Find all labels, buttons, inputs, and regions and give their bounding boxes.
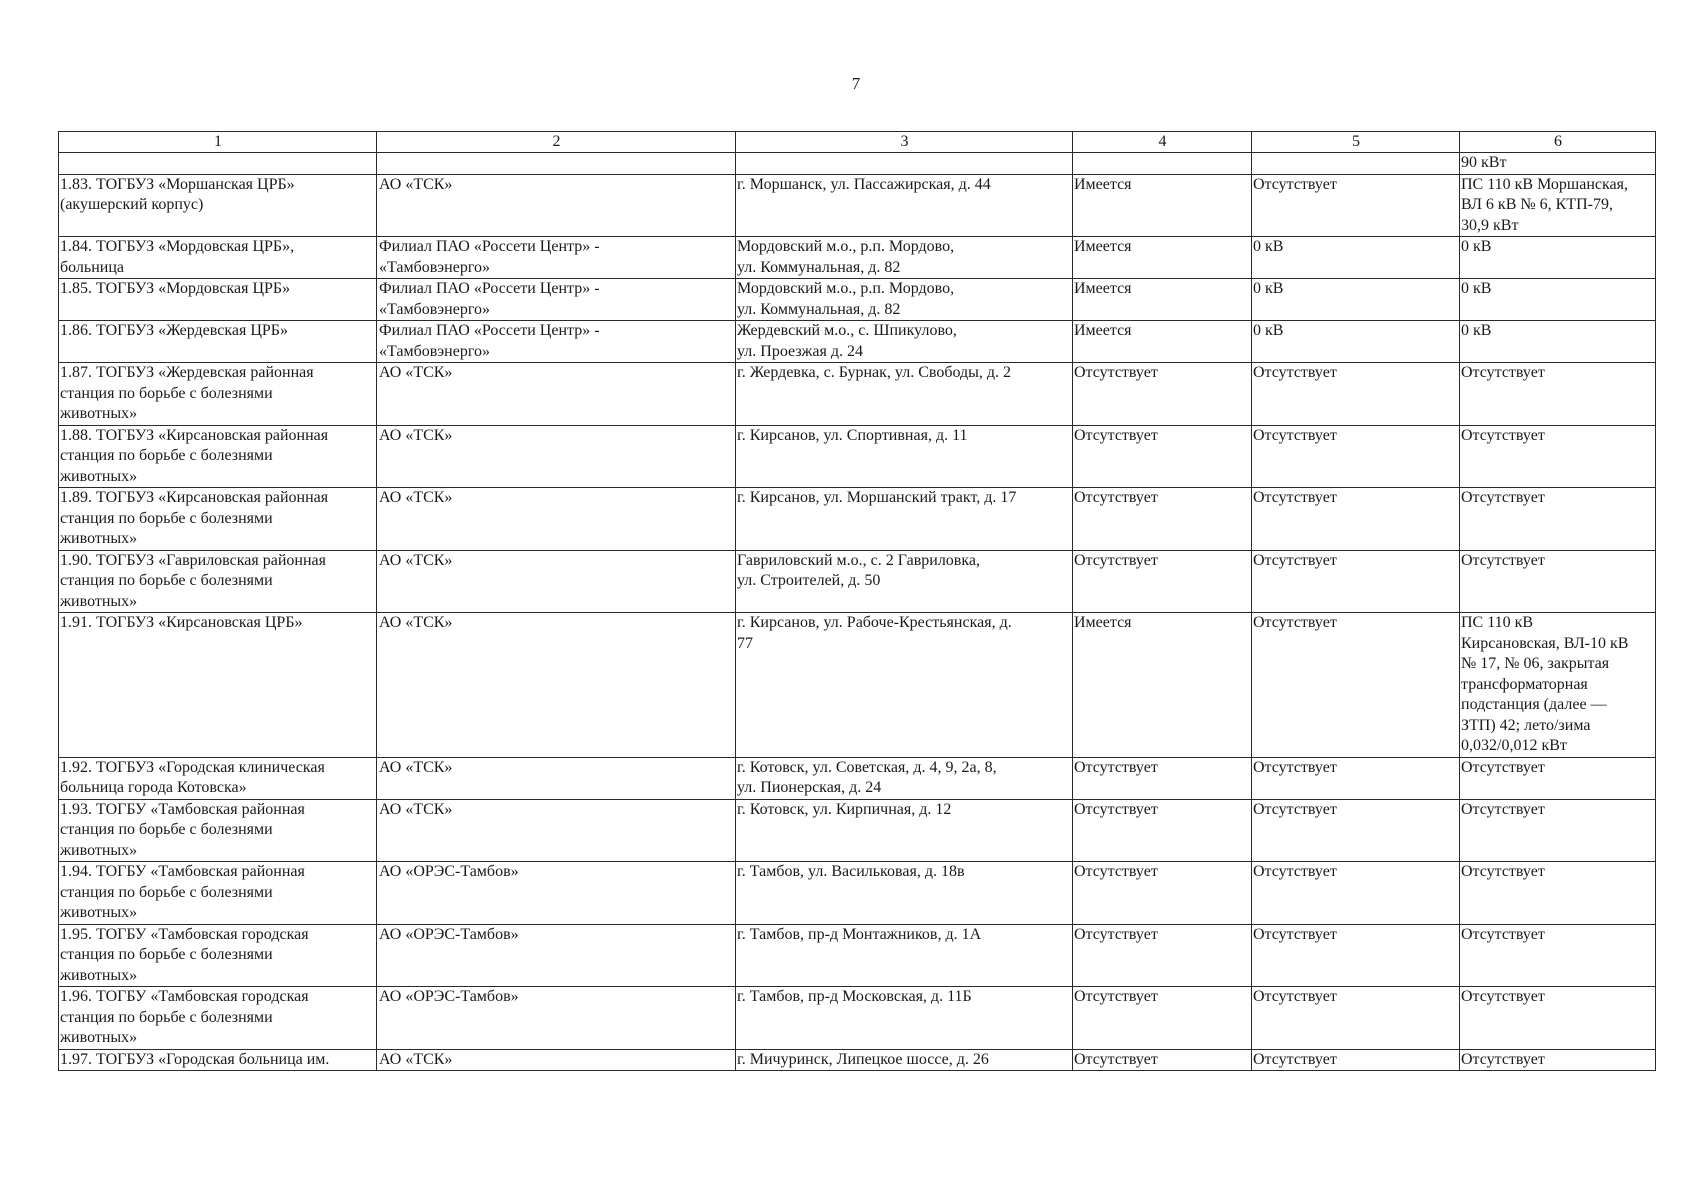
cell-text: Отсутствует bbox=[1253, 800, 1337, 818]
cell-text: Отсутствует bbox=[1074, 551, 1158, 569]
cell-text: 1.95. ТОГБУ «Тамбовская городская станция по борьбе с болезнями животных» bbox=[60, 925, 309, 984]
table-row bbox=[59, 488, 1656, 551]
col6-cell bbox=[1460, 174, 1656, 237]
table-row bbox=[59, 321, 1656, 363]
address-cell bbox=[736, 757, 1073, 799]
cell-text: Отсутствует bbox=[1253, 1050, 1337, 1068]
cell-text: Мордовский м.о., р.п. Мордово, ул. Коммунальная, д. 82 bbox=[737, 280, 955, 318]
col6-cell bbox=[1460, 488, 1656, 551]
cell-text: 0 кВ bbox=[1461, 322, 1492, 339]
address-cell bbox=[736, 321, 1073, 363]
cell-text: г. Кирсанов, ул. Рабоче-Крестьянская, д. 77 bbox=[737, 614, 1012, 652]
address-cell bbox=[736, 174, 1073, 237]
col5-cell bbox=[1252, 613, 1460, 758]
col5-cell bbox=[1252, 924, 1460, 987]
cell-text: 1.94. ТОГБУ «Тамбовская районная станция по борьбе с болезнями животных» bbox=[60, 863, 305, 921]
cell-text: Отсутствует bbox=[1461, 551, 1545, 569]
table-row bbox=[59, 550, 1656, 613]
institution-cell bbox=[59, 321, 377, 363]
institution-cell bbox=[59, 1049, 377, 1071]
header-row bbox=[59, 132, 1656, 153]
col6-cell bbox=[1460, 237, 1656, 279]
grid-company-cell bbox=[377, 363, 736, 426]
cell-text: Отсутствует bbox=[1461, 863, 1545, 880]
cell-text: Отсутствует bbox=[1461, 758, 1545, 776]
table-row bbox=[59, 363, 1656, 426]
institution-cell bbox=[59, 279, 377, 321]
cell-text: г. Жердевка, с. Бурнак, ул. Свободы, д. 2 bbox=[737, 364, 1012, 381]
cell-text: г. Котовск, ул. Кирпичная, д. 12 bbox=[737, 800, 952, 818]
col6-cell bbox=[1460, 1049, 1656, 1071]
cell-text: 0 кВ bbox=[1461, 280, 1492, 297]
col4-cell bbox=[1073, 799, 1252, 862]
table-body bbox=[59, 153, 1656, 1071]
col4-cell bbox=[1073, 488, 1252, 551]
column-header: 5 bbox=[1252, 132, 1460, 153]
table-row bbox=[59, 237, 1656, 279]
grid-company-cell bbox=[377, 237, 736, 279]
cell-text: 1.85. ТОГБУЗ «Мордовская ЦРБ» bbox=[60, 280, 291, 297]
grid-company-cell bbox=[377, 799, 736, 862]
institution-cell bbox=[59, 862, 377, 925]
cell-text: 1.87. ТОГБУЗ «Жердевская районная станция по борьбе с болезнями животных» bbox=[60, 364, 314, 422]
address-cell bbox=[736, 1049, 1073, 1071]
cell-text: г. Кирсанов, ул. Моршанский тракт, д. 17 bbox=[737, 489, 1017, 506]
col6-cell bbox=[1460, 550, 1656, 613]
institution-cell bbox=[59, 153, 377, 175]
cell-text: Отсутствует bbox=[1253, 863, 1337, 880]
cell-text: Отсутствует bbox=[1461, 426, 1545, 444]
grid-company-cell bbox=[377, 613, 736, 758]
cell-text: АО «ТСК» bbox=[379, 1050, 453, 1068]
cell-text: АО «ОРЭС-Тамбов» bbox=[379, 925, 519, 943]
cell-text: Отсутствует bbox=[1461, 925, 1545, 943]
cell-text: ПС 110 кВ Моршанская, ВЛ 6 кВ № 6, КТП-79, 30,9 кВт bbox=[1461, 175, 1628, 234]
col5-cell bbox=[1252, 757, 1460, 799]
address-cell bbox=[736, 862, 1073, 925]
cell-text: Отсутствует bbox=[1461, 800, 1545, 818]
cell-text: 1.88. ТОГБУЗ «Кирсановская районная станция по борьбе с болезнями животных» bbox=[60, 426, 329, 485]
cell-text: г. Тамбов, пр-д Монтажников, д. 1А bbox=[737, 925, 982, 943]
grid-company-cell bbox=[377, 174, 736, 237]
cell-text: г. Котовск, ул. Советская, д. 4, 9, 2а, 8, ул. Пионерская, д. 24 bbox=[737, 758, 997, 796]
grid-company-cell bbox=[377, 321, 736, 363]
address-cell bbox=[736, 425, 1073, 488]
institution-cell bbox=[59, 550, 377, 613]
cell-text: 0 кВ bbox=[1253, 280, 1284, 297]
col6-cell bbox=[1460, 613, 1656, 758]
col4-cell bbox=[1073, 987, 1252, 1050]
cell-text: Отсутствует bbox=[1074, 364, 1158, 381]
col6-cell bbox=[1460, 153, 1656, 175]
grid-company-cell bbox=[377, 862, 736, 925]
col4-cell bbox=[1073, 613, 1252, 758]
cell-text: 1.97. ТОГБУЗ «Городская больница им. bbox=[60, 1050, 330, 1068]
cell-text: 0 кВ bbox=[1253, 238, 1284, 255]
cell-text: 1.92. ТОГБУЗ «Городская клиническая больница города Котовска» bbox=[60, 758, 325, 796]
address-cell bbox=[736, 237, 1073, 279]
col4-cell bbox=[1073, 425, 1252, 488]
table-row bbox=[59, 613, 1656, 758]
cell-text: Филиал ПАО «Россети Центр» - «Тамбовэнерго» bbox=[379, 322, 600, 360]
cell-text: 1.84. ТОГБУЗ «Мордовская ЦРБ», больница bbox=[60, 238, 295, 276]
cell-text: АО «ТСК» bbox=[379, 175, 453, 193]
cell-text: Отсутствует bbox=[1074, 800, 1158, 818]
col6-cell bbox=[1460, 363, 1656, 426]
grid-company-cell bbox=[377, 1049, 736, 1071]
cell-text: 0 кВ bbox=[1253, 322, 1284, 339]
table-row bbox=[59, 757, 1656, 799]
address-cell bbox=[736, 153, 1073, 175]
table-row bbox=[59, 987, 1656, 1050]
table-row bbox=[59, 279, 1656, 321]
institution-cell bbox=[59, 488, 377, 551]
cell-text: Филиал ПАО «Россети Центр» - «Тамбовэнерго» bbox=[379, 280, 600, 318]
cell-text: Отсутствует bbox=[1253, 925, 1337, 943]
cell-text: Отсутствует bbox=[1074, 758, 1158, 776]
col6-cell bbox=[1460, 425, 1656, 488]
cell-text: Отсутствует bbox=[1074, 489, 1158, 506]
cell-text: ПС 110 кВ Кирсановская, ВЛ-10 кВ № 17, № 06, закрытая трансформаторная подстанция (далее — ЗТП) 42; лето/зима 0,032/0,012 кВт bbox=[1461, 614, 1629, 754]
cell-text: Отсутствует bbox=[1461, 988, 1545, 1005]
cell-text: 0 кВ bbox=[1461, 238, 1492, 255]
address-cell bbox=[736, 363, 1073, 426]
cell-text: Отсутствует bbox=[1461, 489, 1545, 506]
institution-cell bbox=[59, 613, 377, 758]
col4-cell bbox=[1073, 757, 1252, 799]
cell-text: Жердевский м.о., с. Шпикулово, ул. Проезжая д. 24 bbox=[737, 322, 957, 360]
cell-text: Имеется bbox=[1074, 175, 1132, 193]
cell-text: 1.93. ТОГБУ «Тамбовская районная станция по борьбе с болезнями животных» bbox=[60, 800, 305, 859]
cell-text: 1.83. ТОГБУЗ «Моршанская ЦРБ» (акушерский корпус) bbox=[60, 175, 295, 213]
cell-text: Мордовский м.о., р.п. Мордово, ул. Коммунальная, д. 82 bbox=[737, 238, 955, 276]
table-row bbox=[59, 924, 1656, 987]
institution-cell bbox=[59, 425, 377, 488]
col5-cell bbox=[1252, 321, 1460, 363]
cell-text: АО «ТСК» bbox=[379, 489, 453, 506]
col6-cell bbox=[1460, 924, 1656, 987]
col4-cell bbox=[1073, 237, 1252, 279]
cell-text: 1.96. ТОГБУ «Тамбовская городская станция по борьбе с болезнями животных» bbox=[60, 988, 309, 1046]
cell-text: 1.89. ТОГБУЗ «Кирсановская районная станция по борьбе с болезнями животных» bbox=[60, 489, 329, 547]
cell-text: Отсутствует bbox=[1253, 426, 1337, 444]
cell-text: 90 кВт bbox=[1461, 154, 1507, 171]
cell-text: Отсутствует bbox=[1074, 988, 1158, 1005]
column-header: 2 bbox=[377, 132, 736, 153]
col4-cell bbox=[1073, 1049, 1252, 1071]
col4-cell bbox=[1073, 174, 1252, 237]
cell-text: АО «ТСК» bbox=[379, 364, 453, 381]
address-cell bbox=[736, 550, 1073, 613]
institution-cell bbox=[59, 757, 377, 799]
grid-company-cell bbox=[377, 987, 736, 1050]
col4-cell bbox=[1073, 279, 1252, 321]
col4-cell bbox=[1073, 153, 1252, 175]
col6-cell bbox=[1460, 279, 1656, 321]
col4-cell bbox=[1073, 862, 1252, 925]
table-row bbox=[59, 425, 1656, 488]
cell-text: 1.86. ТОГБУЗ «Жердевская ЦРБ» bbox=[60, 322, 288, 339]
cell-text: Отсутствует bbox=[1253, 614, 1337, 631]
cell-text: г. Мичуринск, Липецкое шоссе, д. 26 bbox=[737, 1050, 989, 1068]
col5-cell bbox=[1252, 237, 1460, 279]
cell-text: Отсутствует bbox=[1461, 364, 1545, 381]
cell-text: Отсутствует bbox=[1074, 1050, 1158, 1068]
cell-text: 1.90. ТОГБУЗ «Гавриловская районная станция по борьбе с болезнями животных» bbox=[60, 551, 326, 610]
column-header: 1 bbox=[59, 132, 377, 153]
cell-text: Отсутствует bbox=[1253, 758, 1337, 776]
col4-cell bbox=[1073, 321, 1252, 363]
col5-cell bbox=[1252, 862, 1460, 925]
cell-text: Отсутствует bbox=[1074, 863, 1158, 880]
cell-text: Отсутствует bbox=[1461, 1050, 1545, 1068]
cell-text: Филиал ПАО «Россети Центр» - «Тамбовэнерго» bbox=[379, 238, 600, 276]
col5-cell bbox=[1252, 425, 1460, 488]
grid-company-cell bbox=[377, 425, 736, 488]
grid-company-cell bbox=[377, 279, 736, 321]
cell-text: г. Тамбов, пр-д Московская, д. 11Б bbox=[737, 988, 972, 1005]
col5-cell bbox=[1252, 1049, 1460, 1071]
cell-text: г. Моршанск, ул. Пассажирская, д. 44 bbox=[737, 175, 991, 193]
column-header: 4 bbox=[1073, 132, 1252, 153]
col6-cell bbox=[1460, 757, 1656, 799]
cell-text: АО «ТСК» bbox=[379, 800, 453, 818]
cell-text: АО «ТСК» bbox=[379, 426, 453, 444]
col5-cell bbox=[1252, 987, 1460, 1050]
data-table bbox=[58, 131, 1656, 1071]
col5-cell bbox=[1252, 279, 1460, 321]
col4-cell bbox=[1073, 550, 1252, 613]
column-header: 6 bbox=[1460, 132, 1656, 153]
institution-cell bbox=[59, 174, 377, 237]
table-row bbox=[59, 862, 1656, 925]
col4-cell bbox=[1073, 924, 1252, 987]
table-row bbox=[59, 153, 1656, 175]
cell-text: Имеется bbox=[1074, 280, 1132, 297]
col6-cell bbox=[1460, 862, 1656, 925]
institution-cell bbox=[59, 237, 377, 279]
cell-text: Отсутствует bbox=[1253, 551, 1337, 569]
cell-text: Имеется bbox=[1074, 614, 1132, 631]
col6-cell bbox=[1460, 321, 1656, 363]
grid-company-cell bbox=[377, 924, 736, 987]
table-row bbox=[59, 1049, 1656, 1071]
col6-cell bbox=[1460, 987, 1656, 1050]
page-number: 7 bbox=[851, 74, 861, 93]
institution-cell bbox=[59, 363, 377, 426]
cell-text: Гавриловский м.о., с. 2 Гавриловка, ул. Строителей, д. 50 bbox=[737, 551, 980, 589]
address-cell bbox=[736, 613, 1073, 758]
col5-cell bbox=[1252, 174, 1460, 237]
address-cell bbox=[736, 279, 1073, 321]
cell-text: АО «ТСК» bbox=[379, 614, 453, 631]
institution-cell bbox=[59, 987, 377, 1050]
address-cell bbox=[736, 799, 1073, 862]
cell-text: 1.91. ТОГБУЗ «Кирсановская ЦРБ» bbox=[60, 614, 303, 631]
cell-text: Отсутствует bbox=[1253, 175, 1337, 193]
col5-cell bbox=[1252, 799, 1460, 862]
grid-company-cell bbox=[377, 153, 736, 175]
grid-company-cell bbox=[377, 757, 736, 799]
col6-cell bbox=[1460, 799, 1656, 862]
address-cell bbox=[736, 987, 1073, 1050]
cell-text: Отсутствует bbox=[1253, 988, 1337, 1005]
column-header: 3 bbox=[736, 132, 1073, 153]
cell-text: АО «ОРЭС-Тамбов» bbox=[379, 863, 519, 880]
grid-company-cell bbox=[377, 488, 736, 551]
address-cell bbox=[736, 488, 1073, 551]
cell-text: АО «ОРЭС-Тамбов» bbox=[379, 988, 519, 1005]
institution-cell bbox=[59, 799, 377, 862]
table-row bbox=[59, 174, 1656, 237]
col5-cell bbox=[1252, 550, 1460, 613]
cell-text: Имеется bbox=[1074, 322, 1132, 339]
cell-text: г. Тамбов, ул. Васильковая, д. 18в bbox=[737, 863, 965, 880]
cell-text: г. Кирсанов, ул. Спортивная, д. 11 bbox=[737, 426, 968, 444]
col5-cell bbox=[1252, 363, 1460, 426]
cell-text: Отсутствует bbox=[1253, 489, 1337, 506]
cell-text: Имеется bbox=[1074, 238, 1132, 255]
grid-company-cell bbox=[377, 550, 736, 613]
cell-text: Отсутствует bbox=[1074, 925, 1158, 943]
cell-text: АО «ТСК» bbox=[379, 758, 453, 776]
col5-cell bbox=[1252, 488, 1460, 551]
cell-text: Отсутствует bbox=[1253, 364, 1337, 381]
col5-cell bbox=[1252, 153, 1460, 175]
cell-text: Отсутствует bbox=[1074, 426, 1158, 444]
col4-cell bbox=[1073, 363, 1252, 426]
institution-cell bbox=[59, 924, 377, 987]
cell-text: АО «ТСК» bbox=[379, 551, 453, 569]
address-cell bbox=[736, 924, 1073, 987]
table-row bbox=[59, 799, 1656, 862]
